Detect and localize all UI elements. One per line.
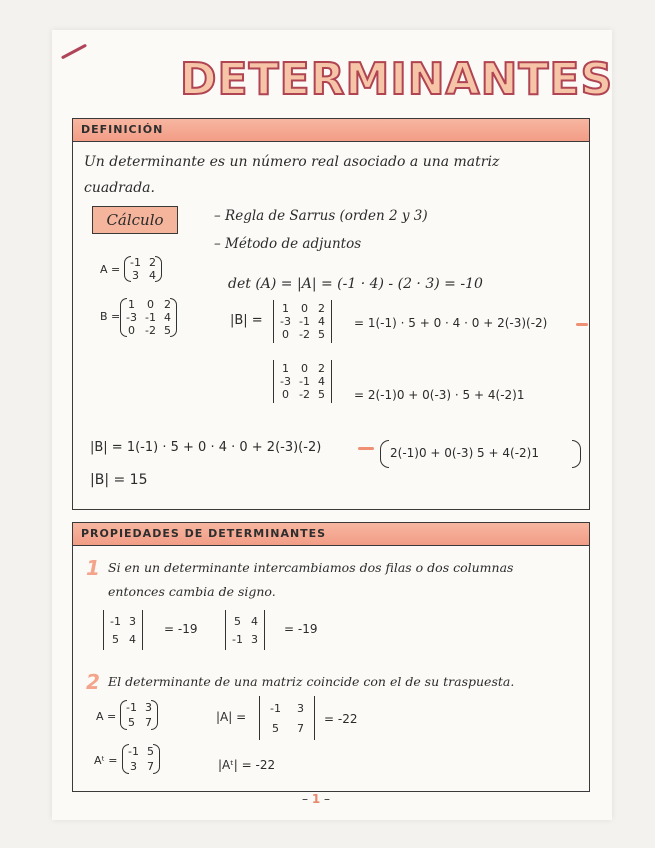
- matrix-b-label: B =: [100, 310, 121, 323]
- cell: 0: [127, 324, 135, 337]
- cell: 4: [317, 315, 325, 328]
- property-1-line-1: Si en un determinante intercambiamos dos filas o dos columnas: [108, 560, 514, 575]
- cell: 3: [296, 701, 304, 715]
- cell: 0: [300, 302, 308, 315]
- property-2-det-a-result: = -22: [324, 712, 358, 726]
- property-2-line: El determinante de una matriz coincide con el de su traspuesta.: [108, 674, 515, 689]
- det-b-paren-expression: 2(-1)0 + 0(-3) 5 + 4(-2)1: [390, 446, 539, 460]
- cell: -1: [270, 701, 281, 715]
- definicion-line-2: cuadrada.: [84, 180, 155, 196]
- cell: 0: [281, 328, 289, 341]
- matrix-a: [126, 256, 160, 282]
- cell: 7: [146, 760, 154, 773]
- cell: -1: [298, 375, 310, 388]
- det-b-line: |B| = 1(-1) · 5 + 0 · 4 · 0 + 2(-3)(-2): [90, 440, 322, 455]
- cell: -1: [110, 614, 121, 628]
- cell: -1: [126, 701, 137, 714]
- property-1-det-2: [228, 612, 262, 648]
- cell: -3: [280, 315, 291, 328]
- det-a-formula: det (A) = |A| = (-1 · 4) - (2 · 3) = -10: [228, 276, 483, 292]
- page-number-value: 1: [311, 792, 321, 806]
- cell: 2: [148, 256, 156, 269]
- arrow-mark: [358, 447, 374, 450]
- cell: 7: [296, 721, 304, 735]
- cell: 0: [281, 388, 289, 401]
- cell: 3: [128, 614, 136, 628]
- cell: 5: [111, 632, 119, 646]
- det-b-label: |B| =: [230, 313, 263, 328]
- matrix-b: [122, 298, 175, 337]
- cell: 3: [131, 269, 139, 282]
- cell: 2: [317, 302, 325, 315]
- property-1-det-1: [106, 612, 140, 648]
- property-2-det-a-matrix: [262, 698, 312, 738]
- cell: 3: [250, 632, 258, 646]
- cell: 7: [144, 716, 152, 729]
- cell: 3: [144, 701, 152, 714]
- method-adjuntos: – Método de adjuntos: [214, 236, 362, 252]
- property-2-a-label: A =: [96, 710, 117, 723]
- property-2-at-label: Aᵗ =: [94, 754, 118, 767]
- cell: 4: [128, 632, 136, 646]
- cell: 3: [129, 760, 137, 773]
- property-2-matrix-at: [124, 744, 158, 774]
- cell: -1: [232, 632, 243, 646]
- paren-left: [380, 440, 389, 468]
- cell: 4: [163, 311, 171, 324]
- cell: -2: [144, 324, 156, 337]
- det-b-result: |B| = 15: [90, 472, 148, 488]
- property-1-result-2: = -19: [284, 622, 318, 636]
- cell: 4: [317, 375, 325, 388]
- cell: -1: [128, 745, 139, 758]
- cell: 2: [163, 298, 171, 311]
- det-b-expression-1: = 1(-1) · 5 + 0 · 4 · 0 + 2(-3)(-2): [354, 316, 548, 330]
- det-b-matrix-2: [276, 362, 329, 401]
- det-b-matrix-1: [276, 302, 329, 341]
- arrow-mark: [576, 323, 588, 326]
- cell: 1: [127, 298, 135, 311]
- cell: -1: [130, 256, 141, 269]
- propiedades-header: PROPIEDADES DE DETERMINANTES: [73, 523, 589, 546]
- cell: 1: [281, 302, 289, 315]
- cell: -3: [126, 311, 137, 324]
- page-dash-right: –: [324, 792, 330, 806]
- cell: -2: [298, 328, 310, 341]
- property-1-number: 1: [86, 556, 100, 580]
- cell: 4: [148, 269, 156, 282]
- cell: 5: [317, 388, 325, 401]
- method-sarrus: – Regla de Sarrus (orden 2 y 3): [214, 208, 428, 224]
- cell: -3: [280, 375, 291, 388]
- cell: 5: [233, 614, 241, 628]
- cell: 5: [127, 716, 135, 729]
- matrix-a-label: A =: [100, 263, 121, 276]
- calculo-label: Cálculo: [92, 206, 178, 234]
- cell: 0: [146, 298, 154, 311]
- page-dash-left: –: [301, 792, 308, 806]
- page-title: DETERMINANTES: [180, 54, 614, 105]
- cell: 5: [317, 328, 325, 341]
- cell: 5: [146, 745, 154, 758]
- property-2-number: 2: [86, 670, 100, 694]
- det-b-expression-2: = 2(-1)0 + 0(-3) · 5 + 4(-2)1: [354, 388, 525, 402]
- cell: 0: [300, 362, 308, 375]
- cell: -1: [144, 311, 156, 324]
- cell: -2: [298, 388, 310, 401]
- property-1-result-1: = -19: [164, 622, 198, 636]
- property-2-matrix-a: [122, 700, 156, 730]
- property-2-det-at: |Aᵗ| = -22: [218, 758, 276, 772]
- property-1-line-2: entonces cambia de signo.: [108, 584, 276, 599]
- property-2-det-a-label: |A| =: [216, 710, 247, 724]
- cell: 5: [163, 324, 171, 337]
- cell: 5: [271, 721, 279, 735]
- definicion-header: DEFINICIÓN: [73, 119, 589, 142]
- page-number: [296, 792, 336, 806]
- definicion-line-1: Un determinante es un número real asociado a una matriz: [84, 154, 500, 170]
- cell: -1: [298, 315, 310, 328]
- cell: 4: [250, 614, 258, 628]
- cell: 1: [281, 362, 289, 375]
- cell: 2: [317, 362, 325, 375]
